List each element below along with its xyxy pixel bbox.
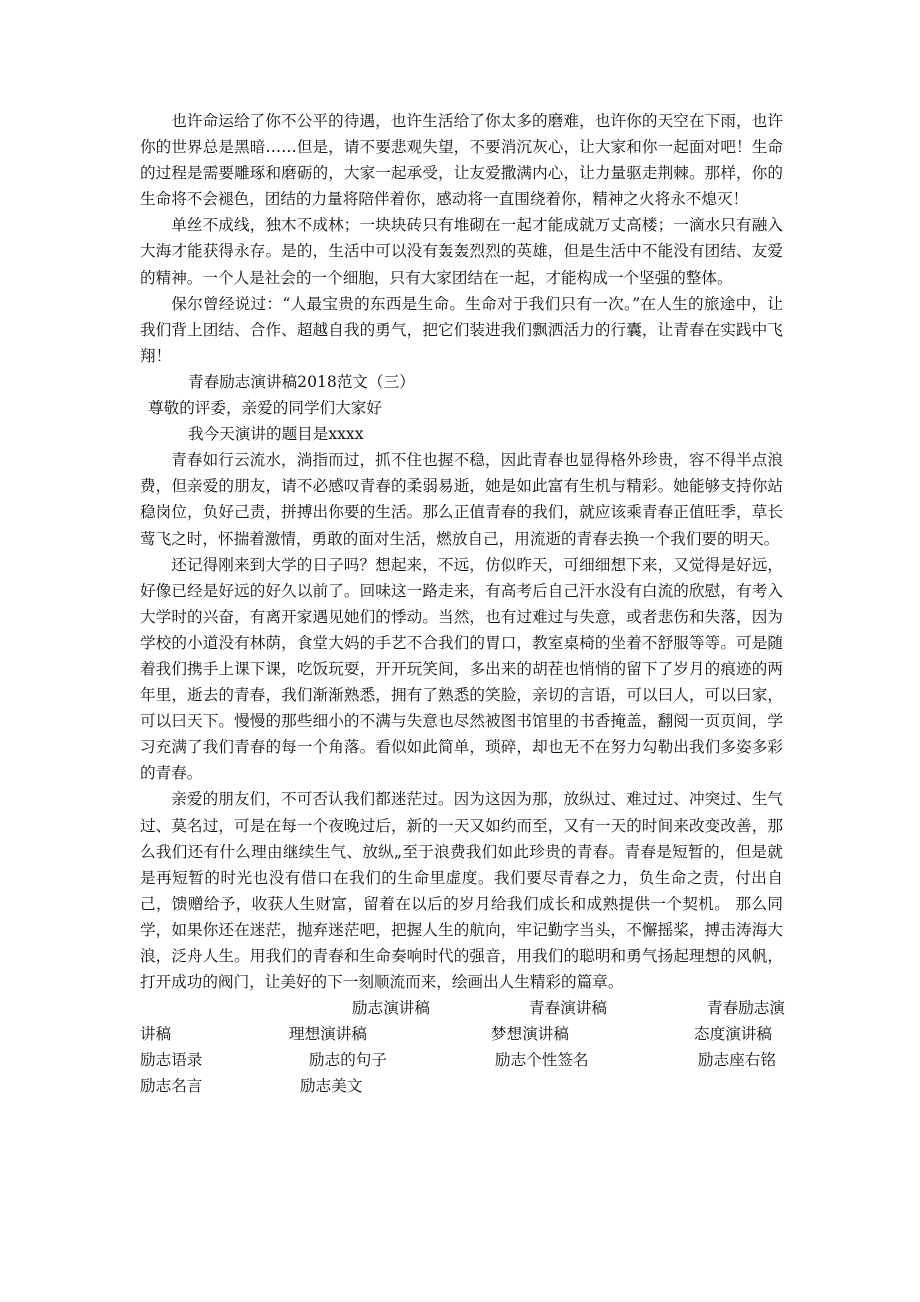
link-inspirational-motto[interactable]: 励志座右铭: [698, 1051, 776, 1070]
paragraph-5: 还记得刚来到大学的日子吗？想起来，不远，仿似昨天，可细细想下来，又觉得是好远，好像已经是好远的好久以前了。回味这一路走来，有高考后自己汗水没有白流的欣慰，有考入大学时的兴奋，有离开家遇见她们的悸动。当然，也有过难过与失意，或者悲伤和失落，因为学校的小道没有林荫，食堂大妈的手艺不合我们的胃口，教室桌椅的坐着不舒服等等。可是随着我们携手上课下课，吃饭玩耍，开开玩笑间，多出来的胡茬也悄悄的留下了岁月的痕迹的两年里，逝去的青春，我们渐渐熟悉，拥有了熟悉的笑脸，亲切的言语，可以曰人，可以曰家，可以曰天下。慢慢的那些细小的不满与失意也尽然被图书馆里的书香掩盖，翻阅一页页间，学习充满了我们青春的每一个角落。看似如此简单，琐碎，却也无不在努力勾勒出我们多姿多彩的青春。: [140, 555, 783, 783]
link-inspirational-essays[interactable]: 励志美文: [300, 1077, 363, 1096]
link-inspirational-sentences[interactable]: 励志的句子: [309, 1051, 387, 1070]
related-links: [140, 995, 783, 1125]
section-heading: 青春励志演讲稿2018范文（三）: [188, 372, 415, 391]
link-youth-speech[interactable]: 青春演讲稿: [529, 999, 607, 1018]
link-attitude-speech[interactable]: 态度演讲稿: [694, 1025, 772, 1044]
document-body: [140, 108, 783, 1125]
paragraph-3: 保尔曾经说过：“人最宝贵的东西是生命。生命对于我们只有一次。”在人生的旅途中，让我们背上团结、合作、超越自我的勇气，把它们装进我们飘洒活力的行囊，让青春在实践中飞翔！: [140, 294, 783, 365]
greeting-line: 尊敬的评委，亲爱的同学们大家好: [148, 399, 382, 418]
paragraph-1: 也许命运给了你不公平的待遇，也许生活给了你太多的磨难，也许你的天空在下雨，也许你的世界总是黑暗……但是，请不要悲观失望，不要消沉灰心，让大家和你一起面对吧！生命的过程是需要雕琢和磨砺的，大家一起承受，让友爱撒满内心，让力量驱走荆棘。那样，你的生命将不会褪色，团结的力量将陪伴着你，感动将一直围绕着你，精神之火将永不熄灭！: [140, 112, 783, 209]
link-inspirational-speech[interactable]: 励志演讲稿: [352, 999, 430, 1018]
link-youth-inspirational-speech-part2[interactable]: 讲稿: [140, 1025, 172, 1044]
paragraph-4: 青春如行云流水，淌指而过，抓不住也握不稳，因此青春也显得格外珍贵，容不得半点浪费，但亲爱的朋友，请不必感叹青春的柔弱易逝，她是如此富有生机与精彩。她能够支持你站稳岗位，负好己责，拼搏出你要的生活。那么正值青春的我们，就应该乘青春正值旺季，草长莺飞之时，怀揣着激情，勇敢的面对生活，燃放自己，用流逝的青春去换一个我们要的明天。: [140, 451, 783, 548]
link-youth-inspirational-speech-part1[interactable]: 青春励志演: [707, 999, 785, 1018]
link-inspirational-quotes[interactable]: 励志语录: [140, 1051, 203, 1070]
topic-line: 我今天演讲的题目是xxxx: [188, 425, 364, 444]
paragraph-2: 单丝不成线，独木不成林；一块块砖只有堆砌在一起才能成就万丈高楼；一滴水只有融入大海才能获得永存。是的，生活中可以没有轰轰烈烈的英雄，但是生活中不能没有团结、友爱的精神。一个人是社会的一个细胞，只有大家团结在一起，才能构成一个坚强的整体。: [140, 216, 783, 287]
link-dream-speech[interactable]: 梦想演讲稿: [491, 1025, 569, 1044]
link-inspirational-signature[interactable]: 励志个性签名: [495, 1051, 589, 1070]
link-ideal-speech[interactable]: 理想演讲稿: [289, 1025, 367, 1044]
paragraph-6: 亲爱的朋友们，不可否认我们都迷茫过。因为这因为那，放纵过、难过过、冲突过、生气过、莫名过，可是在每一个夜晚过后，新的一天又如约而至，又有一天的时间来改变改善，那么我们还有什么理由继续生气、放纵„至于浪费我们如此珍贵的青春。青春是短暂的，但是就是再短暂的时光也没有借口在我们的生命里虚度。我们要尽青春之力，负生命之责，付出自己，馈赠给予，收获人生财富，留着在以后的岁月给我们成长和成熟提供一个契机。 那么同学，如果你还在迷茫，抛弃迷茫吧，把握人生的航向，牢记勤字当头，不懈摇桨，搏击涛海大浪，泛舟人生。用我们的青春和生命奏响时代的强音，用我们的聪明和勇气扬起理想的风帆，打开成功的阀门，让美好的下一刻顺流而来，绘画出人生精彩的篇章。: [140, 790, 783, 992]
link-famous-quotes[interactable]: 励志名言: [140, 1077, 203, 1096]
